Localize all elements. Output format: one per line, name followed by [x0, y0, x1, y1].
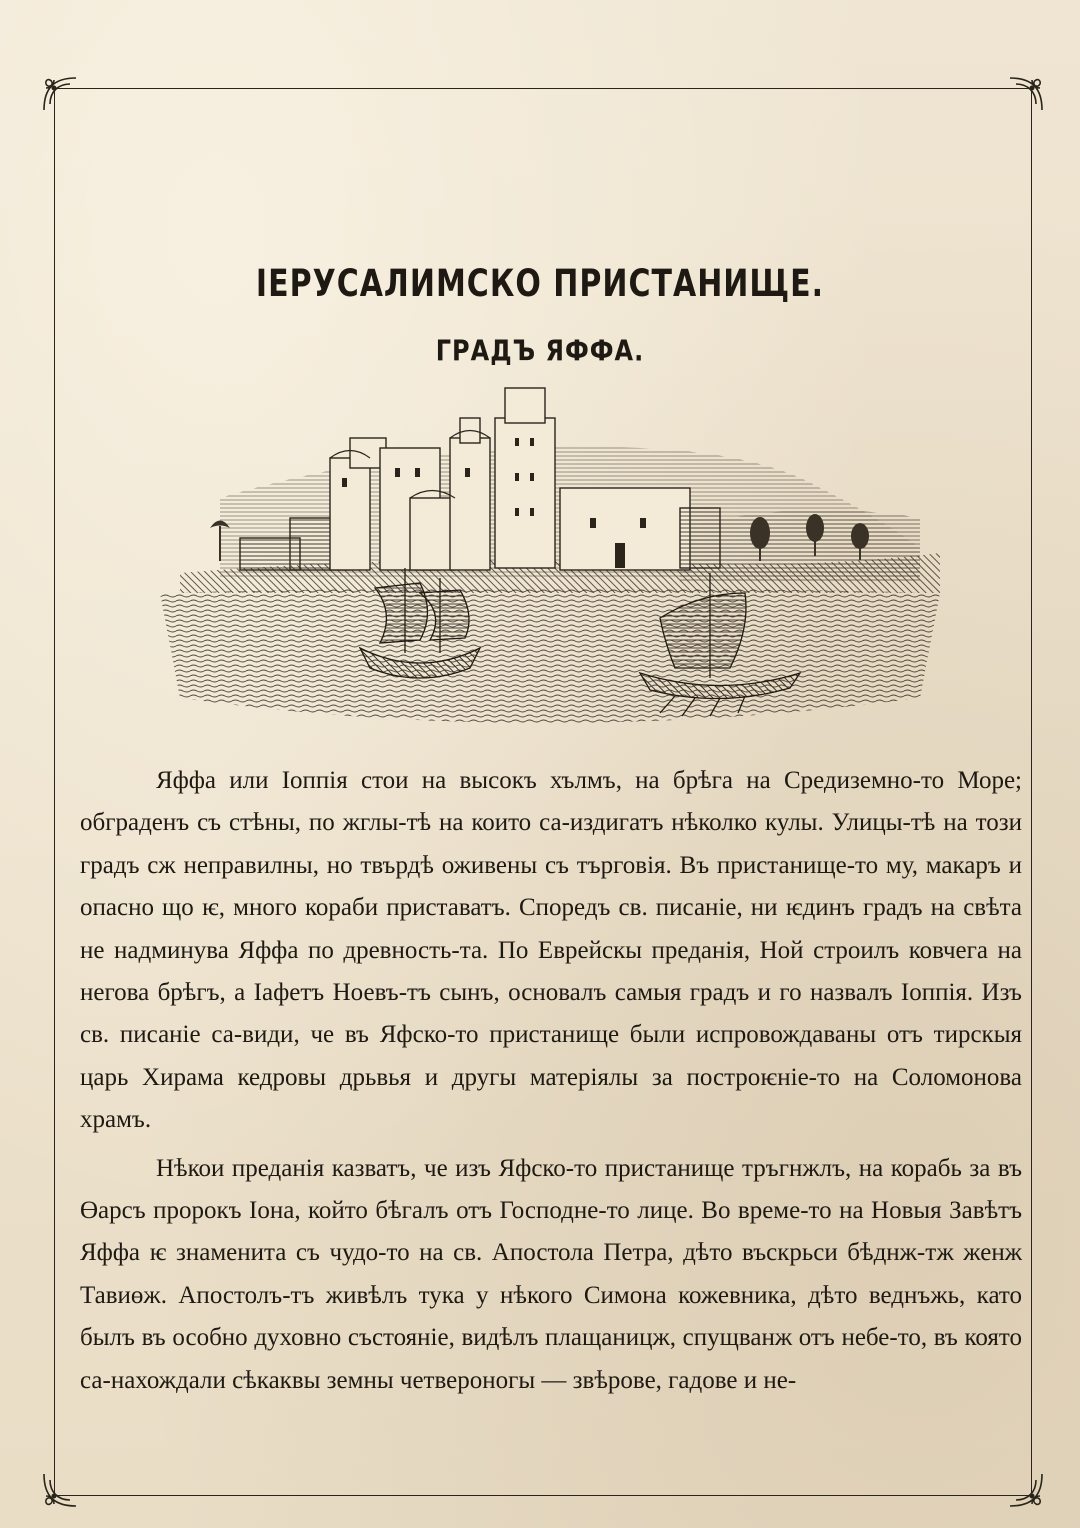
corner-flourish-icon [40, 1470, 80, 1510]
corner-flourish-icon [40, 74, 80, 114]
harbor-engraving-icon [120, 378, 960, 743]
corner-flourish-icon [1006, 74, 1046, 114]
paragraph: Яффа или Іоппія стои на высокъ хълмъ, на брѣга на Средиземно-то Море; обграденъ съ стѣны, по жглы-тѣ на които са-издигатъ нѣколко кулы. Улицы-тѣ на този градъ сж неправилны, но твърдѣ оживены съ търговія. Въ пристанище-то му, макаръ и опасно що ѥ, много кораби приставатъ. Споредъ св. писаніе, ни ѥдинъ градъ на свѣта не надминува Яффа по древность-та. По Еврейскы преданія, Ной строилъ ковчега на негова брѣгъ, а Іафетъ Ноевъ-тъ сынъ, основалъ самыя градъ и го назвалъ Іоппія. Изъ св. писаніе са-види, че въ Яфско-то пристанище были испровождаваны отъ тирскыя царь Хирама кедровы дрьвья и другы матеріялы за построѥніе-то на Соломонова храмъ. [80, 767, 1022, 1134]
article-body [80, 760, 1022, 1408]
paragraph: Нѣкои преданія казватъ, че изъ Яфско-то пристанище тръгнжлъ, на корабь за въ Өарсъ пророкъ Іона, който бѣгалъ отъ Господне-то лице. Во време-то на Новыя Завѣтъ Яффа ѥ знаменита съ чудо-то на св. Апостола Петра, дѣто въскрьси бѣднж-тж женж Тавиөж. Апостолъ-тъ живѣлъ тука у нѣкого Симона кожевника, дѣто веднъжь, като былъ въ особно духовно състояніе, видѣлъ плащаницж, спущванж отъ небе-то, въ която са-нахождали сѣкаквы земны четвероногы — звѣрове, гадове и не- [80, 1154, 1022, 1394]
corner-flourish-icon [1006, 1470, 1046, 1510]
page-subtitle: ГРАДЪ ЯФФА. [435, 334, 645, 368]
page-title: ІЕРУСАЛИМСКО ПРИСТАНИЩЕ. [255, 262, 825, 306]
